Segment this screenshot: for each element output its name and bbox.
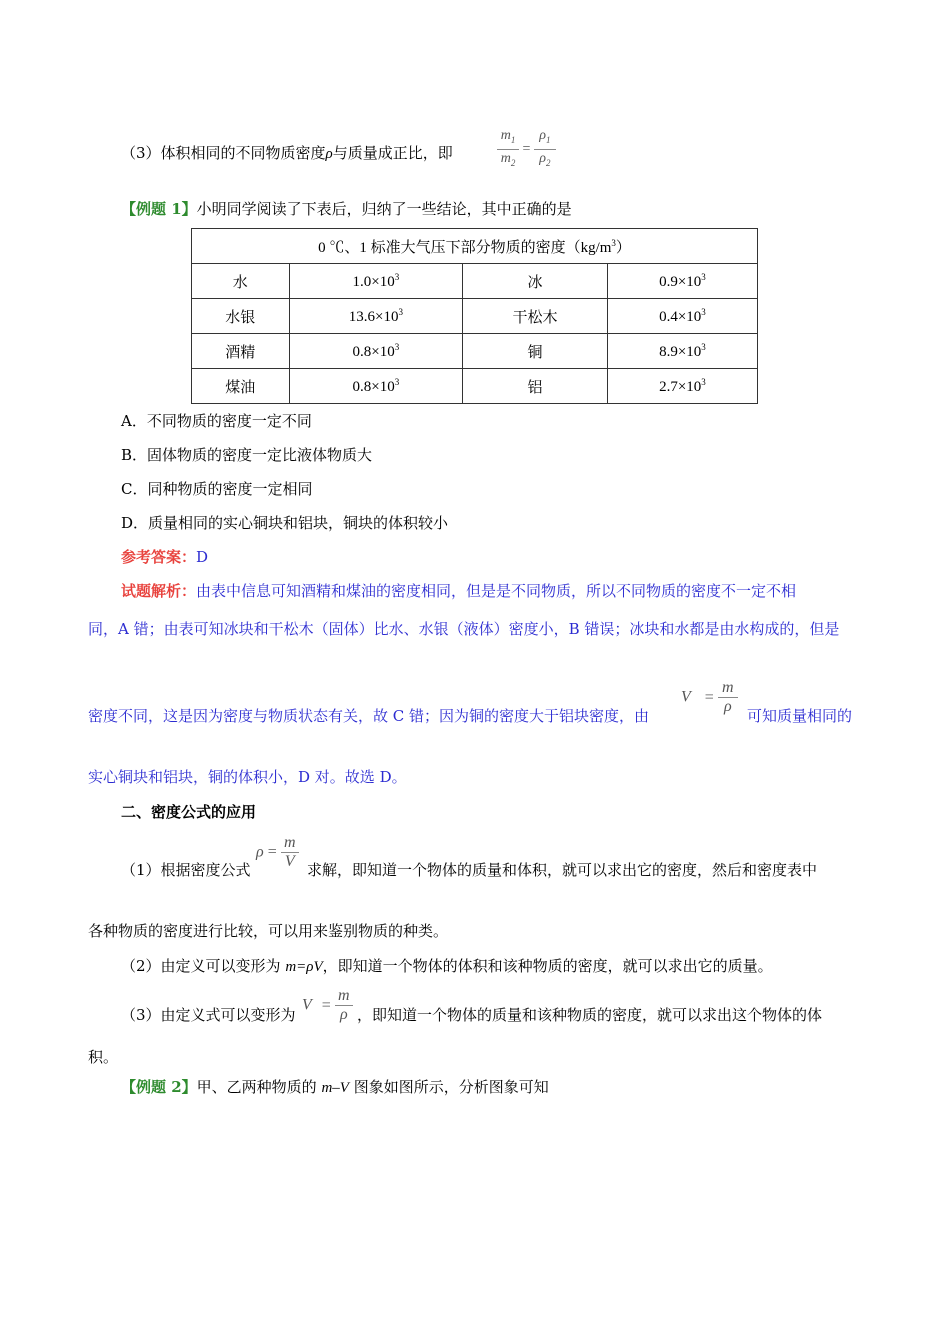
app1-line-1: （1）根据密度公式 (121, 861, 251, 879)
table-row: 水银 $13.6\times 10^3$ 干松木 $0.4\times 10^3$ (192, 299, 758, 334)
analysis-line-2: 同，A 错；由表可知冰块和干松木（固体）比水、水银（液体）密度小，B 错误；冰块和水都是由水构成的，但是 (88, 620, 840, 638)
analysis-line-1: 试题解析：由表中信息可知酒精和煤油的密度相同，但是是不同物质，所以不同物质的密度不一定不相 (121, 582, 797, 600)
option-a: A．不同物质的密度一定不同 (121, 412, 312, 430)
app2-line: （2）由定义可以变形为 m=ρV，即知道一个物体的体积和该种物质的密度，就可以求出它的质量。 (121, 957, 773, 975)
ratio-formula: $\frac{m_1}{m_2}$ = $\frac{\rho_1}{\rho_2}$ (497, 128, 556, 171)
example2-question: 【例题 2】甲、乙两种物质的 m–V 图象如图所示，分析图象可知 (121, 1078, 549, 1096)
app1-suffix: 求解，即知道一个物体的质量和体积，就可以求出它的密度，然后和密度表中 (307, 861, 818, 879)
option-d: D．质量相同的实心铜块和铝块，铜块的体积较小 (121, 514, 449, 532)
analysis-line-3b: 可知质量相同的 (747, 707, 853, 725)
app3-line-1: （3）由定义式可以变形为 (121, 1006, 296, 1024)
option-b: B．固体物质的密度一定比液体物质大 (121, 446, 373, 464)
app1-line-2: 各种物质的密度进行比较，可以用来鉴别物质的种类。 (88, 922, 449, 940)
option-c: C．同种物质的密度一定相同 (121, 480, 313, 498)
volume-formula-2: V = $\frac{m}{\rho}$ (302, 988, 353, 1023)
section-title: 二、密度公式的应用 (121, 803, 257, 821)
table-row: 酒精 $0.8\times 10^3$ 铜 $8.9\times 10^3$ (192, 334, 758, 369)
item3-line: （3）体积相同的不同物质密度ρ与质量成正比，即 (121, 144, 453, 162)
table-row: 水 $1.0\times 10^3$ 冰 $0.9\times 10^3$ (192, 264, 758, 299)
example1-question: 【例题 1】小明同学阅读了下表后，归纳了一些结论，其中正确的是 (121, 200, 572, 218)
table-title: 0 ℃、1 标准大气压下部分物质的密度$(kg/m^3)$ (192, 229, 758, 264)
app3-line-2: 积。 (88, 1048, 119, 1066)
analysis-line-4: 实心铜块和铝块，铜的体积小，D 对。故选 D。 (88, 768, 407, 786)
analysis-line-3a: 密度不同，这是因为密度与物质状态有关，故 C 错；因为铜的密度大于铝块密度，由 (88, 707, 650, 725)
density-table (191, 228, 758, 404)
reference-answer: 参考答案：D (121, 548, 209, 566)
density-formula: ρ = $\frac{m}{V}$ (256, 835, 299, 870)
table-row: 煤油 $0.8\times 10^3$ 铝 $2.7\times 10^3$ (192, 369, 758, 404)
app3-suffix: ，即知道一个物体的质量和该种物质的密度，就可以求出这个物体的体 (357, 1006, 823, 1024)
volume-formula: V = $\frac{m}{\rho}$ (681, 680, 738, 715)
